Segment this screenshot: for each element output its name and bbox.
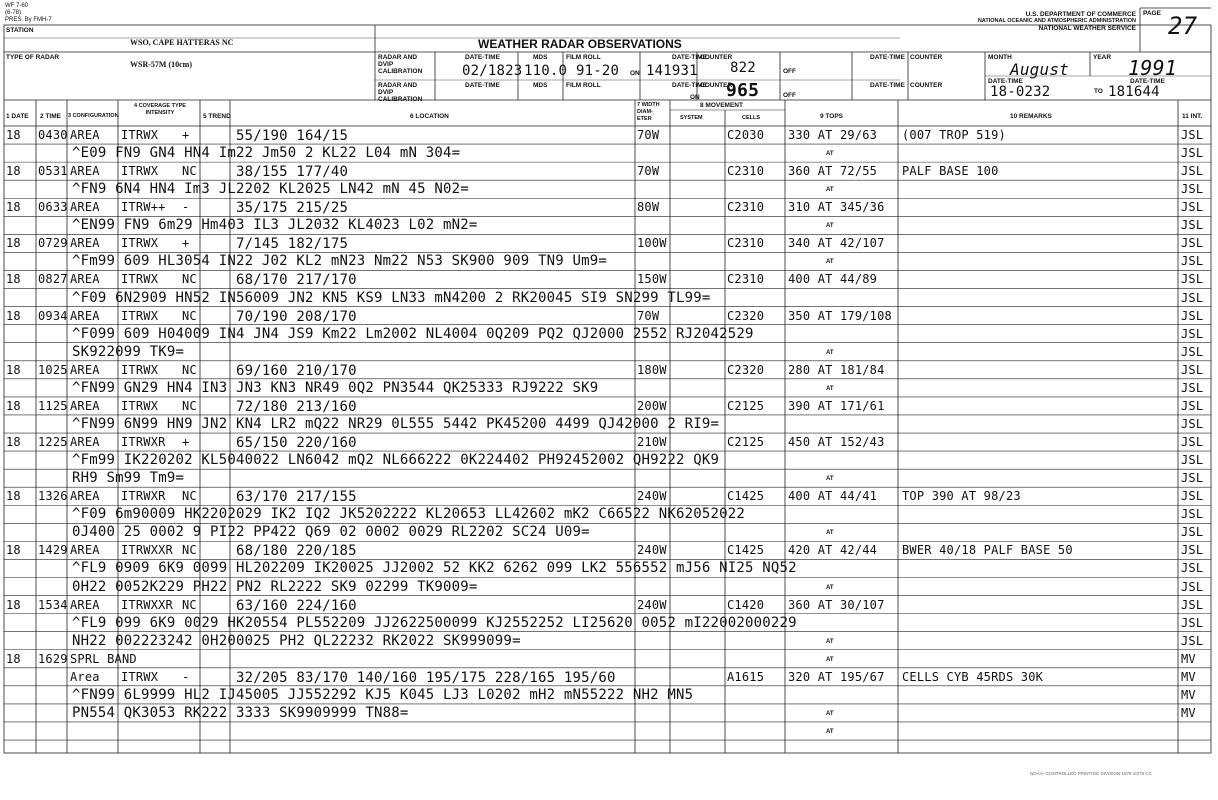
continuation-text: ^Fm99 IK220202 KL5040022 LN6042 mQ2 NL666222 0K224402 PH92452002 QH9222 QK9 bbox=[72, 452, 720, 469]
cell-date: 18 bbox=[6, 362, 21, 377]
cell-init: JSL bbox=[1181, 435, 1204, 450]
film-roll-label-2: FILM ROLL bbox=[566, 82, 601, 89]
cell-cells: C1425 bbox=[727, 489, 765, 504]
cell-width: 240W bbox=[637, 543, 667, 558]
cell-cov: ITRWX bbox=[121, 362, 159, 377]
cell-trend: NC bbox=[182, 489, 197, 504]
at-label: AT bbox=[826, 187, 834, 194]
col-header-remarks: 10 REMARKS bbox=[1010, 113, 1052, 120]
cell-loc: 68/170 217/170 bbox=[236, 272, 357, 289]
cell-time: 1534 bbox=[38, 597, 68, 612]
off-label-2: OFF bbox=[783, 92, 796, 99]
cell-time: 0531 bbox=[38, 164, 68, 179]
cell-time: 0827 bbox=[38, 272, 68, 287]
continuation-text: ^F09 6m90009 HK2202029 IK2 IQ2 JK5202222 KL20653 LL42602 mK2 C66522 NK62052022 bbox=[72, 506, 746, 523]
cell-width: 210W bbox=[637, 435, 667, 450]
at-label: AT bbox=[826, 710, 834, 717]
cell-cells: C2320 bbox=[727, 308, 765, 323]
year-value: 1991 bbox=[1128, 56, 1177, 80]
continuation-text: ^EN99 FN9 6m29 Hm403 IL3 JL2032 KL4023 L02 mN2= bbox=[72, 217, 478, 234]
radar-type-value: WSR-57M (10cm) bbox=[130, 60, 192, 69]
cell-trend: + bbox=[182, 128, 190, 142]
cell-trend: - bbox=[182, 200, 190, 215]
datetime-label-4: DATE-TIME bbox=[870, 82, 905, 89]
continuation-text: ^FN9 6N4 HN4 Im3 JL2202 KL2025 LN42 mN 45 N02= bbox=[72, 181, 469, 198]
cell-time: 1326 bbox=[38, 489, 68, 504]
cell-cov: ITRWX bbox=[121, 272, 159, 287]
cell-cov: ITRWXXR bbox=[121, 597, 173, 612]
cell-cov: ITRWX bbox=[121, 398, 159, 413]
film-datetime-label-2: DATE-TIME bbox=[672, 82, 707, 89]
cell-cov: ITRWXR bbox=[121, 435, 166, 450]
cell-config: AREA bbox=[70, 272, 100, 287]
cell-tops: 340 AT 42/107 bbox=[788, 236, 885, 251]
cell-date: 18 bbox=[6, 651, 21, 666]
cell-init: JSL bbox=[1181, 507, 1204, 522]
cell-cells: A1615 bbox=[727, 669, 765, 684]
cell-remarks: CELLS CYB 45RDS 30K bbox=[902, 669, 1044, 684]
continuation-text: ^E09 FN9 GN4 HN4 Im22 Jm50 2 KL22 L04 mN 304= bbox=[72, 145, 461, 162]
radar-type-label: TYPE OF RADAR bbox=[6, 54, 60, 61]
cell-cells: C2310 bbox=[727, 164, 765, 179]
cell-config: AREA bbox=[70, 164, 100, 179]
cell-width: 80W bbox=[637, 200, 660, 215]
cell-cov: ITRWXR bbox=[121, 489, 166, 504]
cell-loc: 7/145 182/175 bbox=[236, 236, 349, 253]
cell-width: 150W bbox=[637, 272, 667, 287]
form-title: WEATHER RADAR OBSERVATIONS bbox=[478, 37, 682, 51]
cell-cov: ITRWX bbox=[121, 308, 159, 323]
cell-init: JSL bbox=[1181, 146, 1204, 161]
cell-trend: NC bbox=[182, 597, 197, 612]
cell-config: AREA bbox=[70, 435, 100, 450]
col-header-configuration: 3 CONFIGURATION bbox=[68, 113, 119, 119]
continuation-text: ^FN99 6N99 HN9 JN2 KN4 LR2 mQ22 NR29 0L555 5442 PK45200 4499 QJ42000 2 RI9= bbox=[72, 415, 720, 432]
at-label: AT bbox=[826, 349, 834, 356]
cell-init: JSL bbox=[1181, 362, 1204, 377]
cell-loc: 69/160 210/170 bbox=[236, 362, 357, 379]
cell-date: 18 bbox=[6, 200, 21, 215]
cell-config: Area bbox=[70, 669, 100, 684]
continuation-text: PN554 QK3053 RK222 3333 SK9909999 TN88= bbox=[72, 704, 409, 721]
at-label: AT bbox=[826, 584, 834, 591]
cell-init: JSL bbox=[1181, 308, 1204, 323]
cell-tops: 450 AT 152/43 bbox=[788, 435, 885, 450]
cell-init: JSL bbox=[1181, 453, 1204, 468]
cell-trend: + bbox=[182, 236, 190, 251]
cell-width: 70W bbox=[637, 128, 660, 142]
cell-init: JSL bbox=[1181, 471, 1204, 486]
cell-time: 0729 bbox=[38, 236, 68, 251]
cell-config: SPRL BAND bbox=[70, 651, 137, 666]
station-label: STATION bbox=[6, 27, 34, 34]
cell-tops: 400 AT 44/89 bbox=[788, 272, 878, 287]
on-label: ON bbox=[690, 94, 700, 101]
off-label: OFF bbox=[783, 68, 796, 75]
form-footer: NOAA--CONTROLLED PRINTING DIVISION 1978 10/78 CC bbox=[1030, 771, 1152, 776]
cell-init: JSL bbox=[1181, 344, 1204, 359]
cell-loc: 63/170 217/155 bbox=[236, 489, 357, 506]
continuation-text: 0H22 0052K229 PH22 PN2 RL2222 SK9 02299 TK9009= bbox=[72, 578, 478, 595]
counter-label: COUNTER bbox=[700, 54, 733, 61]
cell-tops: 310 AT 345/36 bbox=[788, 200, 885, 215]
cell-time: 0430 bbox=[38, 128, 68, 142]
cell-date: 18 bbox=[6, 164, 21, 179]
cell-config: AREA bbox=[70, 236, 100, 251]
at-label: AT bbox=[826, 656, 834, 663]
cell-width: 200W bbox=[637, 398, 667, 413]
cell-width: 180W bbox=[637, 362, 667, 377]
agency-block bbox=[900, 11, 1136, 32]
cell-width: 240W bbox=[637, 489, 667, 504]
cell-remarks: TOP 390 AT 98/23 bbox=[902, 489, 1021, 504]
cell-time: 1025 bbox=[38, 362, 68, 377]
cell-date: 18 bbox=[6, 308, 21, 323]
cell-init: JSL bbox=[1181, 543, 1204, 558]
cell-cov: ITRWXXR bbox=[121, 543, 173, 558]
cell-init: JSL bbox=[1181, 561, 1204, 576]
cell-init: JSL bbox=[1181, 615, 1204, 630]
page-label: PAGE bbox=[1143, 10, 1161, 17]
counter-label-3: COUNTER bbox=[910, 54, 943, 61]
cell-loc: 68/180 220/185 bbox=[236, 543, 357, 560]
cell-date: 18 bbox=[6, 489, 21, 504]
cell-cov: ITRWX bbox=[121, 164, 159, 179]
counter-on: 822 bbox=[730, 60, 756, 76]
cell-init: MV bbox=[1181, 687, 1196, 702]
cell-config: AREA bbox=[70, 308, 100, 323]
cell-time: 1429 bbox=[38, 543, 68, 558]
cell-loc: 70/190 208/170 bbox=[236, 308, 357, 325]
col-header-tops: 9 TOPS bbox=[820, 113, 844, 120]
cell-init: JSL bbox=[1181, 525, 1204, 540]
cell-cov: ITRW++ bbox=[121, 200, 166, 215]
cell-config: AREA bbox=[70, 597, 100, 612]
cell-init: JSL bbox=[1181, 579, 1204, 594]
cell-config: AREA bbox=[70, 398, 100, 413]
cell-date: 18 bbox=[6, 543, 21, 558]
film-on-label: ON bbox=[630, 70, 640, 77]
cell-trend: + bbox=[182, 435, 190, 450]
cell-date: 18 bbox=[6, 236, 21, 251]
month-value: August bbox=[1010, 60, 1069, 79]
range-datetime-label: DATE-TIME bbox=[988, 78, 1023, 85]
cell-init: JSL bbox=[1181, 398, 1204, 413]
cell-init: JSL bbox=[1181, 489, 1204, 504]
cell-config: AREA bbox=[70, 543, 100, 558]
at-label: AT bbox=[826, 223, 834, 230]
cell-time: 0633 bbox=[38, 200, 68, 215]
range-start: 18-0232 bbox=[990, 84, 1051, 100]
cell-cells: C2310 bbox=[727, 200, 765, 215]
cell-date: 18 bbox=[6, 272, 21, 287]
mds-label: MDS bbox=[533, 54, 548, 61]
agency-line: NATIONAL WEATHER SERVICE bbox=[1038, 25, 1136, 32]
cell-cells: C1425 bbox=[727, 543, 765, 558]
cell-tops: 280 AT 181/84 bbox=[788, 362, 885, 377]
cell-init: JSL bbox=[1181, 236, 1204, 251]
cell-tops: 360 AT 72/55 bbox=[788, 164, 878, 179]
continuation-text: NH22 002223242 0H200025 PH2 QL22232 RK2022 SK999099= bbox=[72, 632, 521, 649]
film-roll-label: FILM ROLL bbox=[566, 54, 601, 61]
cell-remarks: BWER 40/18 PALF BASE 50 bbox=[902, 543, 1073, 558]
cell-config: AREA bbox=[70, 489, 100, 504]
col-header-system: SYSTEM bbox=[680, 115, 703, 121]
cell-init: JSL bbox=[1181, 380, 1204, 395]
mds-label-2: MDS bbox=[533, 82, 548, 89]
at-label: AT bbox=[826, 476, 834, 483]
cell-init: JSL bbox=[1181, 200, 1204, 215]
col-header-location: 6 LOCATION bbox=[410, 113, 449, 120]
cell-trend: NC bbox=[182, 362, 197, 377]
cell-loc: 32/205 83/170 140/160 195/175 228/165 195/60 bbox=[236, 669, 616, 686]
cell-trend: NC bbox=[182, 164, 197, 179]
cal-datetime-label-2: DATE-TIME bbox=[465, 82, 500, 89]
continuation-text: ^F099 609 H04009 IN4 JN4 JS9 Km22 Lm2002 NL4004 0Q209 PQ2 QJ2000 2552 RJ2042529 bbox=[72, 325, 754, 342]
form-id bbox=[5, 3, 52, 24]
cell-time: 1629 bbox=[38, 651, 68, 666]
film-datetime-label: DATE-TIME bbox=[672, 54, 707, 61]
form-id-line: (6-78) bbox=[5, 10, 22, 16]
cell-loc: 72/180 213/160 bbox=[236, 398, 357, 415]
calibration-label-2: RADAR AND DVIP CALIBRATION bbox=[378, 82, 423, 103]
cell-cells: C2125 bbox=[727, 398, 765, 413]
agency-line: NATIONAL OCEANIC AND ATMOSPHERIC ADMINISTRATION bbox=[977, 18, 1136, 24]
cell-remarks: (007 TROP 519) bbox=[902, 128, 1006, 142]
cell-tops: 360 AT 30/107 bbox=[788, 597, 885, 612]
counter-label-2: COUNTER bbox=[700, 82, 733, 89]
cell-tops: 390 AT 171/61 bbox=[788, 398, 885, 413]
cell-date: 18 bbox=[6, 435, 21, 450]
range-datetime-label-2: DATE-TIME bbox=[1130, 78, 1165, 85]
form-id-line: WF 7-60 bbox=[5, 3, 29, 9]
cell-tops: 350 AT 179/108 bbox=[788, 308, 892, 323]
cell-loc: 63/160 224/160 bbox=[236, 597, 357, 614]
calibration-label: RADAR AND DVIP CALIBRATION bbox=[378, 54, 423, 75]
cell-init: MV bbox=[1181, 651, 1196, 666]
cell-init: JSL bbox=[1181, 416, 1204, 431]
cell-date: 18 bbox=[6, 398, 21, 413]
col-header-date: 1 DATE bbox=[6, 113, 29, 120]
range-end: 181644 bbox=[1108, 84, 1160, 100]
col-header-cells: CELLS bbox=[742, 115, 761, 121]
counter-off: 965 bbox=[726, 80, 760, 101]
cell-trend: NC bbox=[182, 308, 197, 323]
cell-config: AREA bbox=[70, 362, 100, 377]
cell-init: JSL bbox=[1181, 182, 1204, 197]
cell-trend: - bbox=[182, 669, 190, 684]
cal-mds: 110.0 bbox=[524, 63, 568, 79]
continuation-text: SK922099 TK9= bbox=[72, 343, 185, 360]
cell-cov: ITRWX bbox=[121, 669, 159, 684]
continuation-text: ^F09 6N2909 HN52 IN56009 JN2 KN5 KS9 LN33 mN4200 2 RK20045 SI9 SN299 TL99= bbox=[72, 289, 711, 306]
cell-cells: C2310 bbox=[727, 236, 765, 251]
page-number: 27 bbox=[1168, 12, 1198, 40]
agency-line: U.S. DEPARTMENT OF COMMERCE bbox=[1025, 11, 1136, 18]
cell-time: 1125 bbox=[38, 398, 68, 413]
cell-width: 100W bbox=[637, 236, 667, 251]
cell-cov: ITRWX bbox=[121, 128, 159, 142]
cell-width: 240W bbox=[637, 597, 667, 612]
col-header-coverage: 4 COVERAGE TYPE INTENSITY bbox=[134, 103, 186, 116]
cell-init: JSL bbox=[1181, 164, 1204, 179]
continuation-text: ^FL9 099 6K9 0029 HK20554 PL552209 JJ2622500099 KJ2552252 LI25620 0052 mI22002000229 bbox=[72, 614, 797, 631]
cell-width: 70W bbox=[637, 164, 660, 179]
cell-tops: 320 AT 195/67 bbox=[788, 669, 885, 684]
cell-cells: C2310 bbox=[727, 272, 765, 287]
counter-label-4: COUNTER bbox=[910, 82, 943, 89]
continuation-text: 0J400 25 0002 9 PI22 PP422 Q69 02 0002 0029 RL2202 SC24 U09= bbox=[72, 524, 590, 541]
film-roll: 91-20 bbox=[576, 63, 620, 79]
cell-date: 18 bbox=[6, 128, 21, 142]
month-label: MONTH bbox=[988, 54, 1012, 61]
cell-init: MV bbox=[1181, 669, 1196, 684]
continuation-text: ^Fm99 609 HL3054 IN22 J02 KL2 mN23 Nm22 N53 SK900 909 TN9 Um9= bbox=[72, 253, 607, 270]
cell-init: JSL bbox=[1181, 254, 1204, 269]
cell-cells: C2320 bbox=[727, 362, 765, 377]
cell-tops: 400 AT 44/41 bbox=[788, 489, 878, 504]
cell-config: AREA bbox=[70, 128, 100, 142]
continuation-text: ^FN99 GN29 HN4 IN3 JN3 KN3 NR49 0Q2 PN3544 QK25333 RJ9222 SK9 bbox=[72, 379, 599, 396]
at-label: AT bbox=[826, 728, 834, 735]
at-label: AT bbox=[826, 259, 834, 266]
cell-width: 70W bbox=[637, 308, 660, 323]
cell-init: JSL bbox=[1181, 272, 1204, 287]
cell-cells: C2030 bbox=[727, 128, 765, 142]
at-label: AT bbox=[826, 385, 834, 392]
form-id-line: PRES. By FMH-7 bbox=[5, 17, 52, 23]
at-label: AT bbox=[826, 530, 834, 537]
cell-trend: NC bbox=[182, 272, 197, 287]
cell-loc: 35/175 215/25 bbox=[236, 200, 349, 217]
cell-init: JSL bbox=[1181, 218, 1204, 233]
datetime-label-3: DATE-TIME bbox=[870, 54, 905, 61]
cell-init: JSL bbox=[1181, 597, 1204, 612]
cell-cov: ITRWX bbox=[121, 236, 159, 251]
cal-datetime-label: DATE-TIME bbox=[465, 54, 500, 61]
cell-tops: 330 AT 29/63 bbox=[788, 128, 878, 142]
cell-time: 1225 bbox=[38, 435, 68, 450]
col-header-trend: 5 TREND bbox=[203, 113, 231, 120]
cell-trend: NC bbox=[182, 543, 197, 558]
cell-init: JSL bbox=[1181, 128, 1204, 142]
cell-trend: NC bbox=[182, 398, 197, 413]
film-datetime: 141931 bbox=[646, 63, 698, 79]
cell-cells: C2125 bbox=[727, 435, 765, 450]
cell-init: MV bbox=[1181, 705, 1196, 720]
cal-datetime: 02/1823 bbox=[462, 63, 523, 79]
cell-init: JSL bbox=[1181, 290, 1204, 305]
at-label: AT bbox=[826, 151, 834, 158]
station-value: WSO, CAPE HATTERAS NC bbox=[130, 38, 234, 47]
year-label: YEAR bbox=[1093, 54, 1112, 61]
cell-init: JSL bbox=[1181, 633, 1204, 648]
col-header-movement: 8 MOVEMENT bbox=[700, 102, 743, 109]
cell-cells: C1420 bbox=[727, 597, 765, 612]
cell-loc: 65/150 220/160 bbox=[236, 435, 357, 452]
continuation-text: ^FL9 0909 6K9 0099 HL202209 IK20025 JJ2002 52 KK2 6262 099 LK2 556552 mJ56 NI25 NQ52 bbox=[72, 560, 797, 577]
cell-init: JSL bbox=[1181, 326, 1204, 341]
at-label: AT bbox=[826, 638, 834, 645]
continuation-text: ^FN99 6L9999 HL2 IJ45005 JJ552292 KJ5 K045 LJ3 L0202 mH2 mN55222 NH2 MN5 bbox=[72, 686, 694, 703]
cell-tops: 420 AT 42/44 bbox=[788, 543, 878, 558]
cell-loc: 38/155 177/40 bbox=[236, 164, 349, 181]
range-to-label: TO bbox=[1094, 88, 1103, 95]
cell-loc: 55/190 164/15 bbox=[236, 128, 349, 144]
continuation-text: RH9 Sm99 Tm9= bbox=[72, 470, 185, 487]
col-header-time: 2 TIME bbox=[40, 113, 61, 120]
cell-remarks: PALF BASE 100 bbox=[902, 164, 999, 179]
cell-date: 18 bbox=[6, 597, 21, 612]
col-header-width: 7 WIDTH DIAM- ETER bbox=[637, 102, 660, 122]
cell-time: 0934 bbox=[38, 308, 68, 323]
col-header-init: 11 INT. bbox=[1182, 113, 1203, 120]
cell-config: AREA bbox=[70, 200, 100, 215]
